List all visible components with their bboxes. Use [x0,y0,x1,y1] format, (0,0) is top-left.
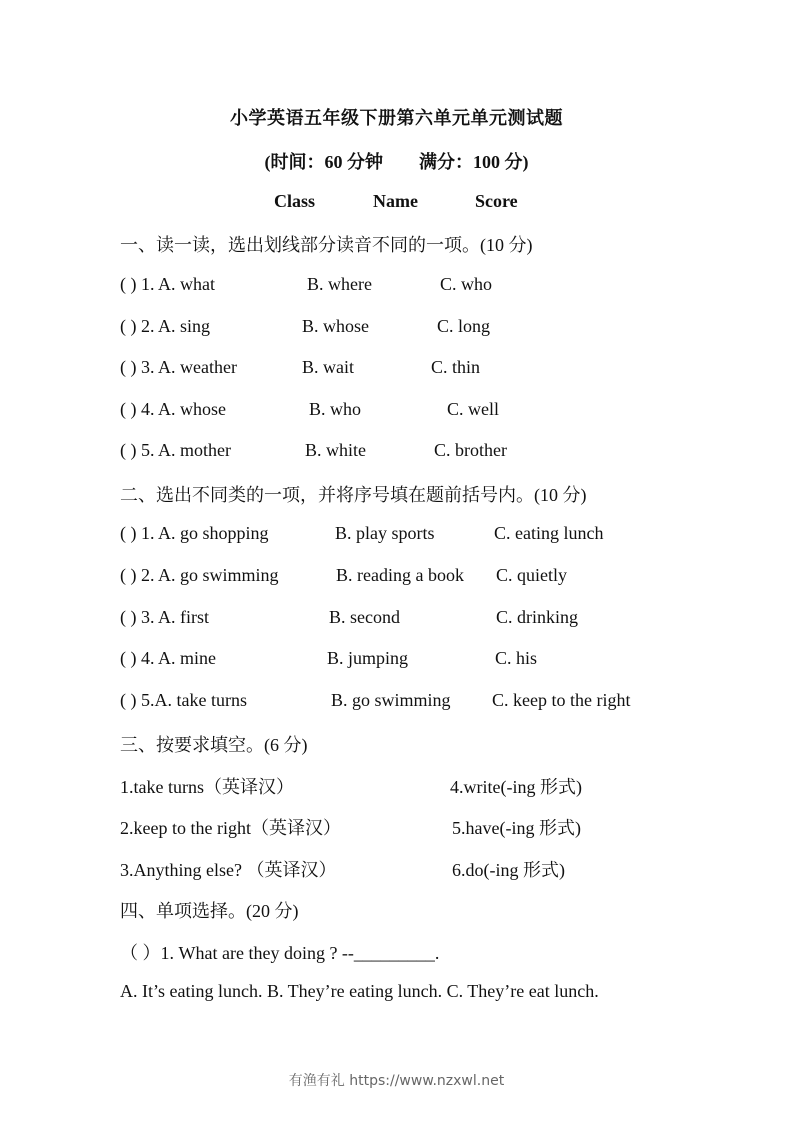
s2-q5-a: ( ) 5.A. take turns [120,690,247,710]
s2-q1-a: ( ) 1. A. go shopping [120,523,269,543]
s3-item-6: 6.do(-ing 形式) [452,860,565,880]
score-field-label: Score [475,191,518,211]
s1-q4-c: C. well [447,399,499,419]
s1-q3-b: B. wait [302,357,354,377]
s3-item-1: 1.take turns（英译汉） [120,777,294,797]
s2-q1-b: B. play sports [335,523,435,543]
s2-q1-c: C. eating lunch [494,523,604,543]
s2-q5-c: C. keep to the right [492,690,631,710]
s4-q1-stem: （ ）1. What are they doing ? --_________. [120,943,440,963]
s2-q4-c: C. his [495,648,538,668]
s1-q3-a: ( ) 3. A. weather [120,357,237,377]
s2-q5-b: B. go swimming [331,690,451,710]
s1-q1-b: B. where [307,274,372,294]
s1-q4-b: B. who [309,399,362,419]
section-2-heading: 二、选出不同类的一项，并将序号填在题前括号内。(10 分) [120,485,587,505]
s2-q2-b: B. reading a book [336,565,464,585]
s2-q3-b: B. second [329,607,400,627]
s2-q4-b: B. jumping [327,648,409,668]
s4-q1-options: A. It’s eating lunch. B. They’re eating lunch. C. They’re eat lunch. [120,981,599,1001]
s1-q1-c: C. who [440,274,493,294]
s1-q3-c: C. thin [431,357,481,377]
s1-q2-c: C. long [437,316,491,336]
s2-q2-a: ( ) 2. A. go swimming [120,565,279,585]
s1-q1-a: ( ) 1. A. what [120,274,215,294]
s1-q5-c: C. brother [434,440,507,460]
name-field-label: Name [373,191,418,211]
section-1-heading: 一、读一读，选出划线部分读音不同的一项。(10 分) [120,235,533,255]
s2-q4-a: ( ) 4. A. mine [120,648,216,668]
section-3-heading: 三、按要求填空。(6 分) [120,735,308,755]
page-title: 小学英语五年级下册第六单元单元测试题 [230,108,563,129]
s3-item-3: 3.Anything else? （英译汉） [120,860,337,880]
s1-q5-a: ( ) 5. A. mother [120,440,231,460]
s3-item-4: 4.write(-ing 形式) [450,777,582,797]
s1-q2-b: B. whose [302,316,369,336]
s1-q4-a: ( ) 4. A. whose [120,399,226,419]
s3-item-2: 2.keep to the right（英译汉） [120,818,341,838]
s1-q2-a: ( ) 2. A. sing [120,316,210,336]
s2-q3-c: C. drinking [496,607,579,627]
s2-q3-a: ( ) 3. A. first [120,607,209,627]
s1-q5-b: B. white [305,440,366,460]
s3-item-5: 5.have(-ing 形式) [452,818,581,838]
exam-meta: (时间：60 分钟 满分：100 分) [264,152,529,172]
class-field-label: Class [274,191,316,211]
footer-watermark: 有渔有礼 https://www.nzxwl.net [288,1073,505,1089]
s2-q2-c: C. quietly [496,565,567,585]
section-4-heading: 四、单项选择。(20 分) [120,901,299,921]
